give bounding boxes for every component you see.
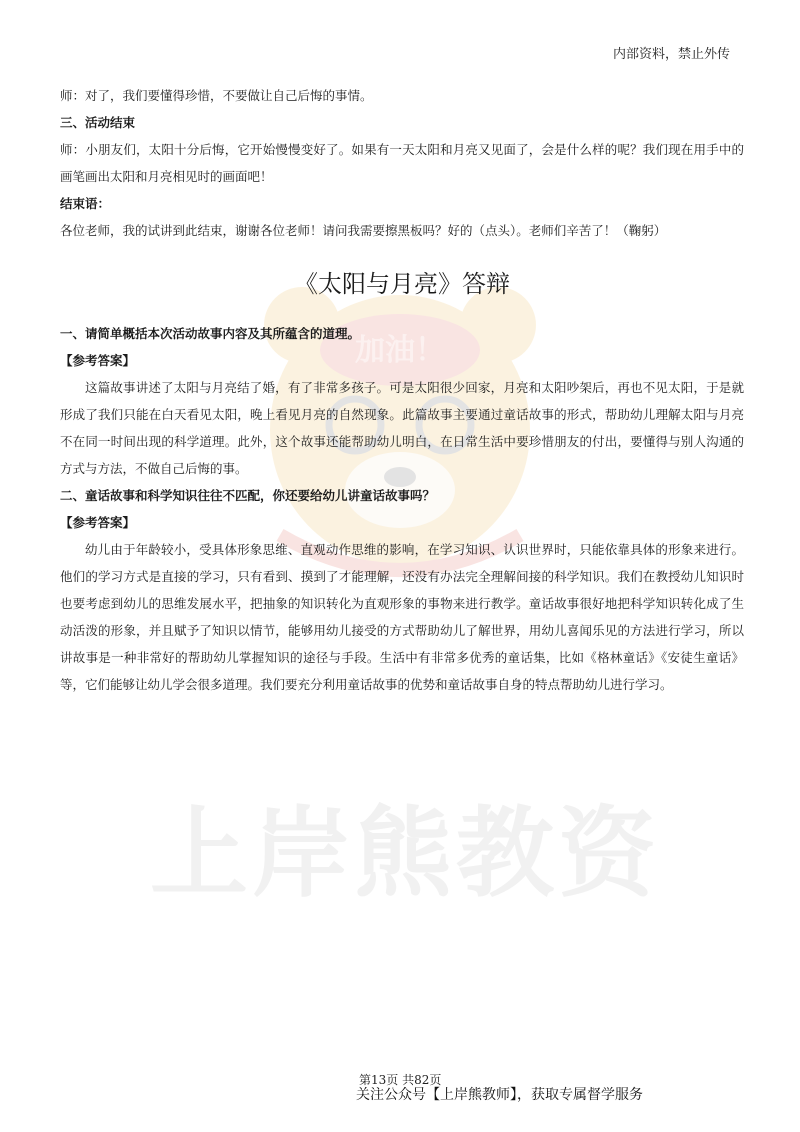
section-heading-activity-end: 三、活动结束 xyxy=(60,115,136,130)
ending-text: 各位老师，我的试讲到此结束，谢谢各位老师！请问我需要擦黑板吗？好的（点头）。老师们辛苦了！（鞠躬） xyxy=(60,223,667,238)
question-1: 一、请简单概括本次活动故事内容及其所蕴含的道理。 xyxy=(60,326,361,341)
footer-cta: 关注公众号【上岸熊教师】，获取专属督学服务 xyxy=(356,1087,643,1103)
question-2-reference-label: 【参考答案】 xyxy=(60,515,136,530)
page-number: 第13页 共82页 xyxy=(359,1073,442,1087)
defense-title: 《太阳与月亮》答辩 xyxy=(294,270,510,298)
brand-watermark: 上岸熊教资 xyxy=(150,797,661,911)
logo-watermark-text: 加油！ xyxy=(355,333,445,368)
question-2: 二、童话故事和科学知识往往不匹配，你还要给幼儿讲童话故事吗？ xyxy=(60,488,436,503)
question-1-answer: 这篇故事讲述了太阳与月亮结了婚，有了非常多孩子。可是太阳很少回家，月亮和太阳吵架后，再也不见太阳，于是就形成了我们只能在白天看见太阳，晚上看见月亮的自然现象。此篇故事主要通过童话故事的形式，帮助幼儿理解太阳与月亮不在同一时间出现的科学道理。此外，这个故事还能帮助幼儿明白，在日常生活中要珍惜朋友的付出，要懂得与别人沟通的方式与方法，不做自己后悔的事。 xyxy=(60,380,744,476)
document-content xyxy=(60,82,744,698)
confidential-note: 内部资料，禁止外传 xyxy=(612,47,730,62)
section-text-activity-end: 师：小朋友们，太阳十分后悔，它开始慢慢变好了。如果有一天太阳和月亮又见面了，会是什么样的呢？我们现在用手中的画笔画出太阳和月亮相见时的画面吧！ xyxy=(60,142,744,184)
lesson-closing-line: 师：对了，我们要懂得珍惜，不要做让自己后悔的事情。 xyxy=(60,88,373,103)
question-1-reference-label: 【参考答案】 xyxy=(60,353,136,368)
question-2-answer: 幼儿由于年龄较小，受具体形象思维、直观动作思维的影响，在学习知识、认识世界时，只能依靠具体的形象来进行。他们的学习方式是直接的学习，只有看到、摸到了才能理解，还没有办法完全理解间接的科学知识。我们在教授幼儿知识时也要考虑到幼儿的思维发展水平，把抽象的知识转化为直观形象的事物来进行教学。童话故事很好地把科学知识转化成了生动活泼的形象，并且赋予了知识以情节，能够用幼儿接受的方式帮助幼儿了解世界，用幼儿喜闻乐见的方法进行学习，所以讲故事是一种非常好的帮助幼儿掌握知识的途径与手段。生活中有非常多优秀的童话集，比如《格林童话》《安徒生童话》等，它们能够让幼儿学会很多道理。我们要充分利用童话故事的优势和童话故事自身的特点帮助幼儿进行学习。 xyxy=(60,542,744,692)
ending-label: 结束语： xyxy=(60,196,111,211)
